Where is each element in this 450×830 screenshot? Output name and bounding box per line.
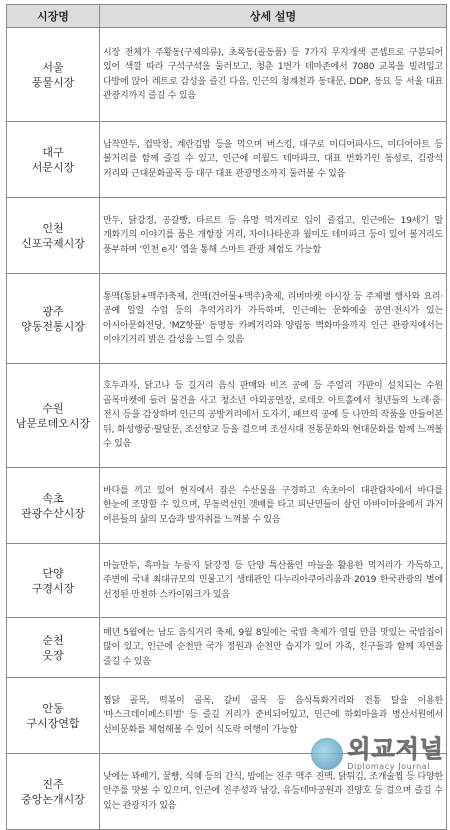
table-row — [7, 274, 447, 364]
market-description: 통맥(통닭+맥주)축제, 건맥(건어물+맥주)축제, 리버마켓 야시장 등 주제별 행사와 요리·공예 일일 수업 등의 추억거리가 가득하며, 인근에는 문화예술 공연·전시가 있는 아시아문화전당, 'MZ핫플' 동명동 카페거리와 양림동 벽화마을까지 인근 관광지에서는 이야기거리 밝은 감성을 느낄 수 있음 — [100, 274, 447, 364]
market-name: 수원 남문로데오시장 — [7, 364, 100, 468]
table-row — [7, 198, 447, 274]
market-name: 인천 신포국제시장 — [7, 198, 100, 274]
watermark-title: 외교저널 — [347, 735, 444, 763]
header-market-name: 시장명 — [7, 5, 100, 28]
market-name: 순천 웃장 — [7, 618, 100, 678]
table-header-row — [7, 5, 447, 28]
market-description: 찜닭 골목, 떡볶이 골목, 갈비 골목 등 음식특화거리와 전통 탈을 이용한 '마스크데이페스티벌' 등 즐길 거리가 준비되어있고, 인근에 하회마을과 병산서원에서 선비문화를 체험해볼 수 있어 식도락 여행이 가능함 — [100, 678, 447, 754]
market-description: 바다를 끼고 있어 현지에서 잡은 수산물을 구경하고 속초아이 대관람차에서 바다를 한눈에 조망할 수 있으며, 무동력선인 갯배를 타고 피난민들이 살던 아바이마을에서 과거 어른들의 삶의 모습과 발자취를 느껴볼 수 있음 — [100, 468, 447, 544]
header-description: 상세 설명 — [100, 5, 447, 28]
market-description: 납작만두, 컵막창, 계란김밥 등을 먹으며 버스킹, 대구로 미디어파사드, 미디어아트 등 볼거리를 함께 즐길 수 있고, 인근에 이월드 테마파크, 대표 번화가인 동성로, 김광석 거리와 근대문화골목 등 대구 대표 관광명소까지 둘러볼 수 있음 — [100, 122, 447, 198]
market-description: 낮에는 꽈배기, 꿀빵, 식혜 등의 간식, 밤에는 진주 맥주 진맥, 닭튀김, 조개술찜 등 다양한 안주를 맛볼 수 있으며, 인근에 진주성과 남강, 유등테마공원과 진양호 등 걸으며 즐길 수 있는 관광지가 있음 — [100, 754, 447, 830]
market-name: 서울 풍물시장 — [7, 28, 100, 122]
watermark-text — [347, 737, 444, 771]
table-row — [7, 544, 447, 618]
watermark-subtitle: Diplomacy Journal — [347, 762, 431, 771]
market-name: 진주 중앙논개시장 — [7, 754, 100, 830]
market-description: 호두과자, 닭고나 등 길거리 음식 판매와 비즈 공예 등 주얼리 가판이 설치되는 수원 골목마켓에 들러 물건을 사고 청소년 야외공연장, 로데오 아트홀에서 청년들의 노래·춤·전시 등을 감상하며 인근의 공방거리에서 도자기, 패브릭 공예 등 나만의 작품을 만들어본 뒤, 화성행궁·팔달문, 조선향교 등을 걸으며 조선시대 전통문화와 현대문화를 함께 느껴볼 수 있음 — [100, 364, 447, 468]
market-description: 만두, 닭강정, 공갈빵, 타르트 등 유명 먹거리로 입이 즐겁고, 인근에는 19세기 말 개화기의 이야기를 품은 개항장 거리, 차이나타운과 월미도 테마파크 등이 있어 볼거리도 풍부하며 '인천 e지' 앱을 통해 스마트 관광 체험도 가능함 — [100, 198, 447, 274]
market-name: 대구 서문시장 — [7, 122, 100, 198]
table-row — [7, 122, 447, 198]
globe-icon — [311, 738, 343, 770]
table-row — [7, 364, 447, 468]
market-name: 광주 양동전통시장 — [7, 274, 100, 364]
watermark — [311, 737, 444, 771]
table-row — [7, 468, 447, 544]
market-name: 속초 관광수산시장 — [7, 468, 100, 544]
market-description: 마늘만두, 흑마늘 누룽지 닭강정 등 단양 특산품인 마늘을 활용한 먹거리가 가득하고, 주변에 국내 최대규모의 민물고기 생태관인 다누리아쿠아리움과 2019 한국관광의 별에 선정된 만천하 스카이워크가 있음 — [100, 544, 447, 618]
market-name: 안동 구시장연합 — [7, 678, 100, 754]
market-description: 시장 전체가 주황동(구제의류), 초록동(골동품) 등 7가지 무지개색 콘셉트로 구분되어 있어 색깔 따라 구석구석을 둘러보고, 청춘 1번가 테마존에서 7080 교복을 빌려입고 다방에 앉아 레트로 감성을 즐긴 다음, 인근의 청계천과 동대문, DDP, 동묘 등 서울 대표 관광지까지 즐길 수 있음 — [100, 28, 447, 122]
market-name: 단양 구경시장 — [7, 544, 100, 618]
market-description: 매년 5월에는 남도 음식거리 축제, 9월 8일에는 국밥 축제가 열릴 만큼 맛있는 국밥집이 많이 있고, 인근에 순천만 국가 정원과 순천만 습지가 있어 가족, 친구들과 함께 자연을 즐길 수 있음 — [100, 618, 447, 678]
market-table — [6, 4, 447, 830]
table-row — [7, 618, 447, 678]
table-row — [7, 28, 447, 122]
